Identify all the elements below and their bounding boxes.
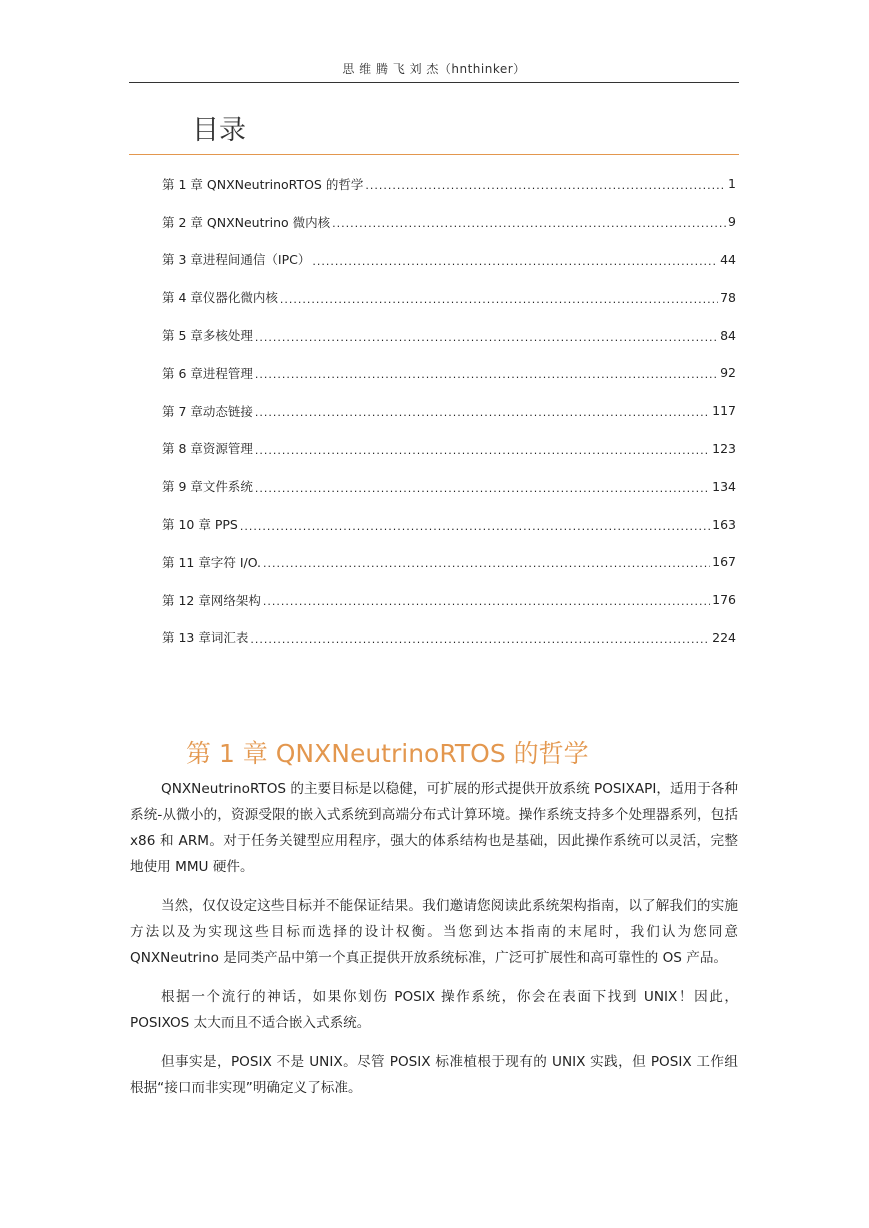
toc-entry-page: 134 xyxy=(712,478,736,494)
toc-leader-dots xyxy=(240,521,710,532)
toc-leader-dots xyxy=(312,256,718,267)
toc-title: 目录 xyxy=(192,115,246,146)
toc-leader-dots xyxy=(250,634,710,645)
body-paragraph: 当然，仅仅设定这些目标并不能保证结果。我们邀请您阅读此系统架构指南，以了解我们的实施方法以及为实现这些目标而选择的设计权衡。当您到达本指南的末尾时，我们认为您同意 QNXNeutrino 是同类产品中第一个真正提供开放系统标准，广泛可扩展性和高可靠性的 OS 产品。 xyxy=(130,898,738,966)
toc-entry-page: 44 xyxy=(720,251,736,267)
toc-entry-ch4[interactable] xyxy=(162,278,736,316)
toc-list xyxy=(162,165,736,656)
toc-entry-page: 78 xyxy=(720,289,736,305)
toc-entry-label: 第 8 章资源管理 xyxy=(162,441,253,457)
body-paragraph: 但事实是，POSIX 不是 UNIX。尽管 POSIX 标准植根于现有的 UNIX 实践，但 POSIX 工作组根据“接口而非实现”明确定义了标准。 xyxy=(130,1054,738,1096)
toc-entry-label: 第 4 章仪器化微内核 xyxy=(162,290,278,306)
toc-entry-label: 第 7 章动态链接 xyxy=(162,403,253,419)
toc-entry-ch5[interactable] xyxy=(162,316,736,354)
toc-entry-label: 第 1 章 QNXNeutrinoRTOS 的哲学 xyxy=(162,176,364,192)
toc-entry-page: 9 xyxy=(728,214,736,230)
toc-title-rule xyxy=(129,154,739,155)
toc-leader-dots xyxy=(332,218,726,229)
header-rule xyxy=(129,82,739,83)
toc-entry-ch6[interactable] xyxy=(162,354,736,392)
toc-leader-dots xyxy=(280,294,718,305)
toc-entry-ch2[interactable] xyxy=(162,203,736,241)
toc-entry-page: 176 xyxy=(712,592,736,608)
toc-entry-label: 第 5 章多核处理 xyxy=(162,328,253,344)
toc-entry-page: 92 xyxy=(720,365,736,381)
toc-entry-label: 第 2 章 QNXNeutrino 微内核 xyxy=(162,214,331,230)
toc-entry-label: 第 10 章 PPS xyxy=(162,517,238,533)
toc-leader-dots xyxy=(255,445,710,456)
toc-entry-ch10[interactable] xyxy=(162,505,736,543)
toc-entry-label: 第 6 章进程管理 xyxy=(162,365,253,381)
toc-entry-ch8[interactable] xyxy=(162,430,736,468)
toc-entry-ch7[interactable] xyxy=(162,392,736,430)
toc-leader-dots xyxy=(263,558,710,569)
toc-entry-label: 第 3 章进程间通信（IPC） xyxy=(162,252,311,268)
body-paragraph: 根据一个流行的神话，如果你划伤 POSIX 操作系统，你会在表面下找到 UNIX！因此，POSIXOS 太大而且不适合嵌入式系统。 xyxy=(130,989,738,1031)
toc-entry-page: 1 xyxy=(728,176,736,192)
chapter-heading: 第 1 章 QNXNeutrinoRTOS 的哲学 xyxy=(186,739,589,768)
toc-entry-label: 第 13 章词汇表 xyxy=(162,630,249,646)
toc-entry-page: 84 xyxy=(720,327,736,343)
toc-entry-page: 163 xyxy=(712,516,736,532)
toc-entry-label: 第 11 章字符 I/O. xyxy=(162,554,262,570)
toc-entry-ch12[interactable] xyxy=(162,581,736,619)
toc-leader-dots xyxy=(365,180,726,191)
toc-entry-ch13[interactable] xyxy=(162,619,736,657)
toc-leader-dots xyxy=(263,596,710,607)
toc-leader-dots xyxy=(255,332,718,343)
toc-leader-dots xyxy=(255,369,718,380)
toc-entry-page: 167 xyxy=(712,554,736,570)
toc-entry-label: 第 9 章文件系统 xyxy=(162,479,253,495)
page-header: 思 维 腾 飞 刘 杰（hnthinker） xyxy=(342,62,526,76)
toc-leader-dots xyxy=(255,407,710,418)
toc-entry-page: 224 xyxy=(712,629,736,645)
body-paragraph: QNXNeutrinoRTOS 的主要目标是以稳健，可扩展的形式提供开放系统 POSIXAPI，适用于各种系统-从微小的，资源受限的嵌入式系统到高端分布式计算环境。操作系统支持多个处理器系列，包括 x86 和 ARM。对于任务关键型应用程序，强大的体系结构也是基础，因此操作系统可以灵活，完整地使用 MMU 硬件。 xyxy=(130,781,738,875)
toc-entry-ch3[interactable] xyxy=(162,241,736,279)
chapter-body xyxy=(130,776,738,1114)
toc-entry-page: 123 xyxy=(712,440,736,456)
toc-entry-label: 第 12 章网络架构 xyxy=(162,592,261,608)
toc-entry-page: 117 xyxy=(712,403,736,419)
toc-leader-dots xyxy=(255,483,710,494)
toc-entry-ch11[interactable] xyxy=(162,543,736,581)
toc-entry-ch1[interactable] xyxy=(162,165,736,203)
toc-entry-ch9[interactable] xyxy=(162,467,736,505)
